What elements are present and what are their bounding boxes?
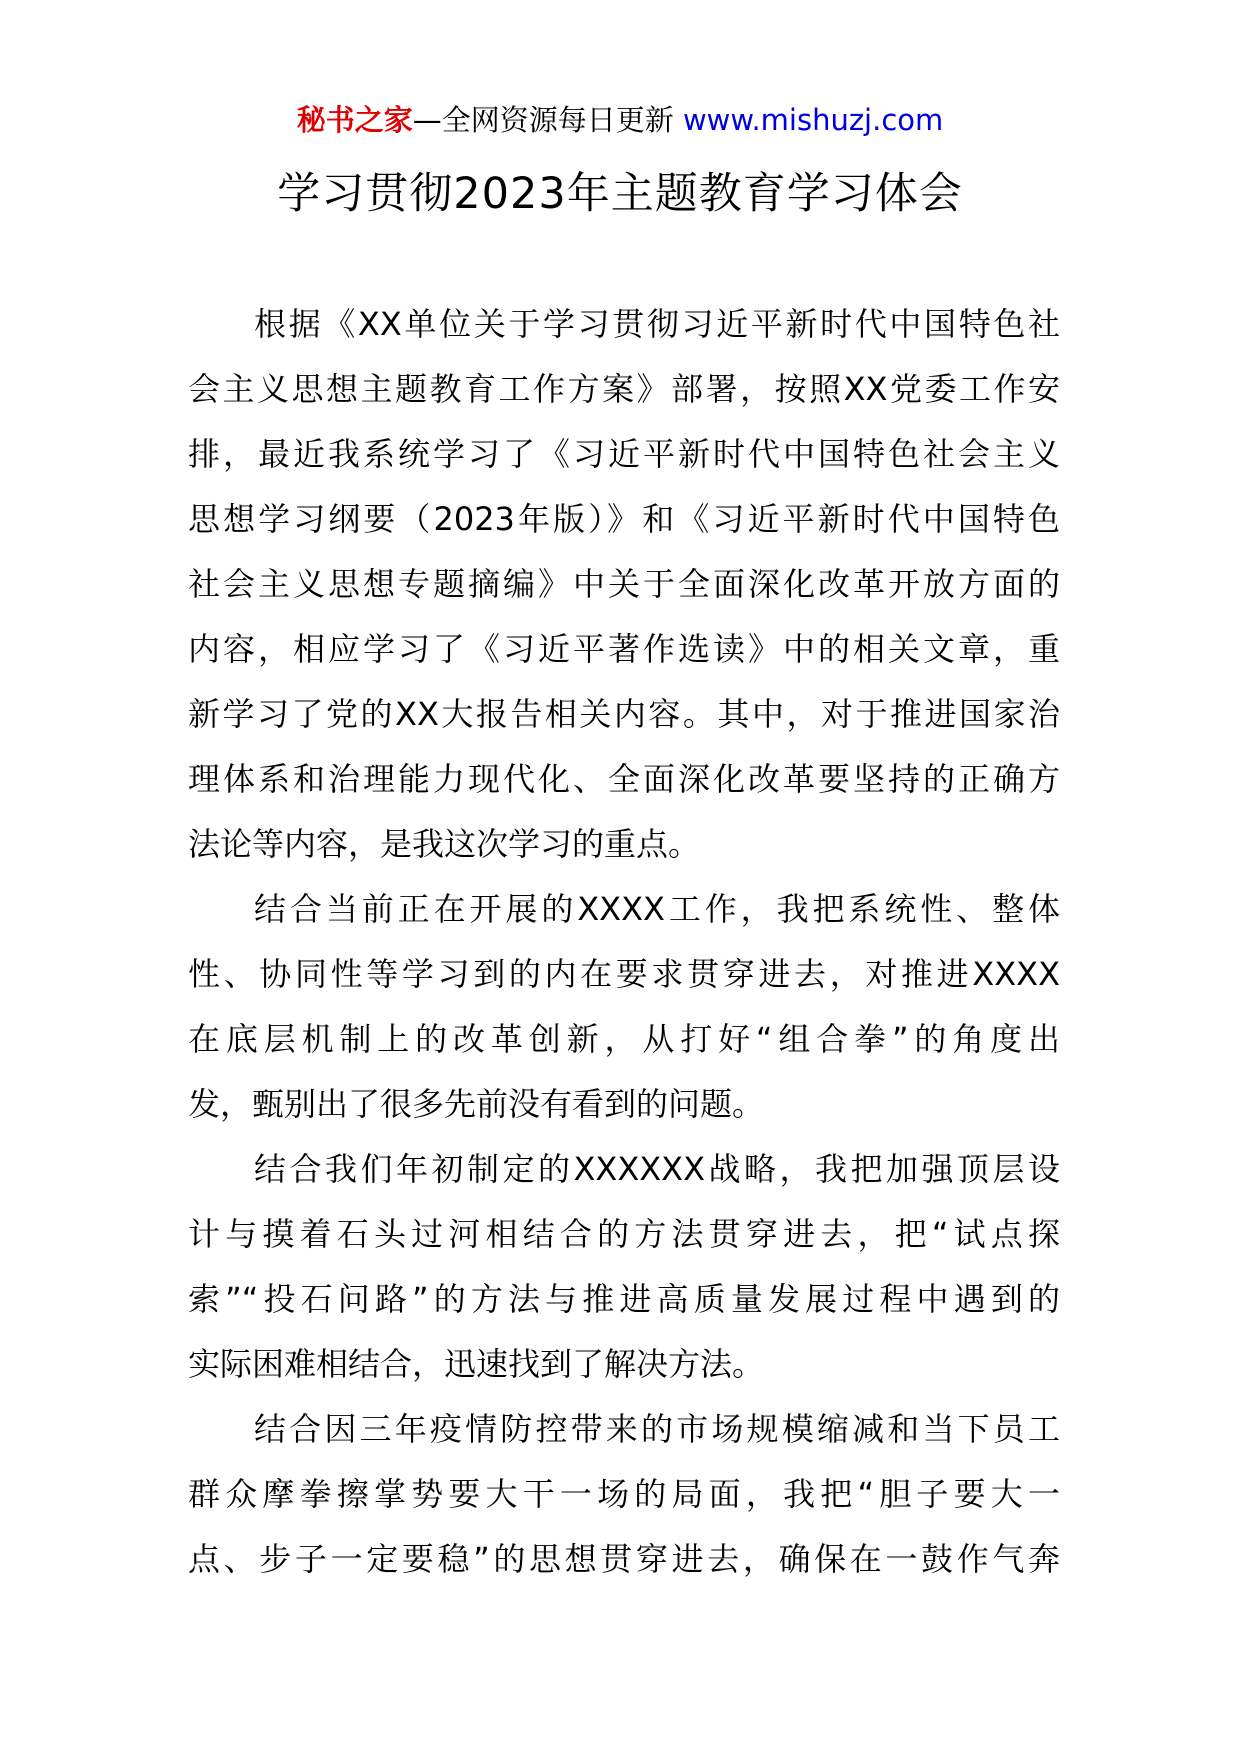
paragraph-line: 法论等内容，是我这次学习的重点。 [188, 825, 701, 863]
site-tagline: —全网资源每日更新 [412, 103, 683, 137]
paragraph-line: 新学习了党的XX大报告相关内容。其中，对于推进国家治 [188, 695, 1060, 733]
site-header [0, 100, 1240, 140]
paragraph-line: 发，甄别出了很多先前没有看到的问题。 [188, 1085, 765, 1123]
paragraph-line: 根据《XX单位关于学习贯彻习近平新时代中国特色社 [254, 305, 1060, 343]
document-title: 学习贯彻2023年主题教育学习体会 [277, 169, 963, 219]
paragraph-line: 结合当前正在开展的XXXX工作，我把系统性、整体 [254, 890, 1060, 928]
paragraph-line: 点、步子一定要稳”的思想贯穿进去，确保在一鼓作气奔 [188, 1540, 1060, 1578]
paragraph-line: 社会主义思想专题摘编》中关于全面深化改革开放方面的 [188, 565, 1060, 603]
paragraph-4 [188, 1397, 1060, 1592]
paragraph-line: 会主义思想主题教育工作方案》部署，按照XX党委工作安 [188, 370, 1060, 408]
paragraph-line: 计与摸着石头过河相结合的方法贯穿进去，把“试点探 [188, 1215, 1060, 1253]
paragraph-line: 索”“投石问路”的方法与推进高质量发展过程中遇到的 [188, 1280, 1060, 1318]
paragraph-line: 在底层机制上的改革创新，从打好“组合拳”的角度出 [188, 1020, 1060, 1058]
document-body [188, 292, 1060, 1592]
paragraph-2 [188, 877, 1060, 1137]
site-url-link[interactable]: www.mishuzj.com [682, 103, 944, 137]
site-brand: 秘书之家 [296, 103, 413, 137]
paragraph-line: 理体系和治理能力现代化、全面深化改革要坚持的正确方 [188, 760, 1060, 798]
paragraph-line: 性、协同性等学习到的内在要求贯穿进去，对推进XXXX [188, 955, 1060, 993]
paragraph-line: 思想学习纲要（2023年版）》和《习近平新时代中国特色 [188, 500, 1060, 538]
paragraph-line: 实际困难相结合，迅速找到了解决方法。 [188, 1345, 765, 1383]
paragraph-line: 内容，相应学习了《习近平著作选读》中的相关文章，重 [188, 630, 1060, 668]
paragraph-line: 结合因三年疫情防控带来的市场规模缩减和当下员工 [254, 1410, 1060, 1448]
paragraph-line: 结合我们年初制定的XXXXXX战略，我把加强顶层设 [254, 1150, 1060, 1188]
paragraph-line: 群众摩拳擦掌势要大干一场的局面，我把“胆子要大一 [188, 1475, 1060, 1513]
paragraph-line: 排，最近我系统学习了《习近平新时代中国特色社会主义 [188, 435, 1060, 473]
paragraph-3 [188, 1137, 1060, 1397]
paragraph-1 [188, 292, 1060, 877]
